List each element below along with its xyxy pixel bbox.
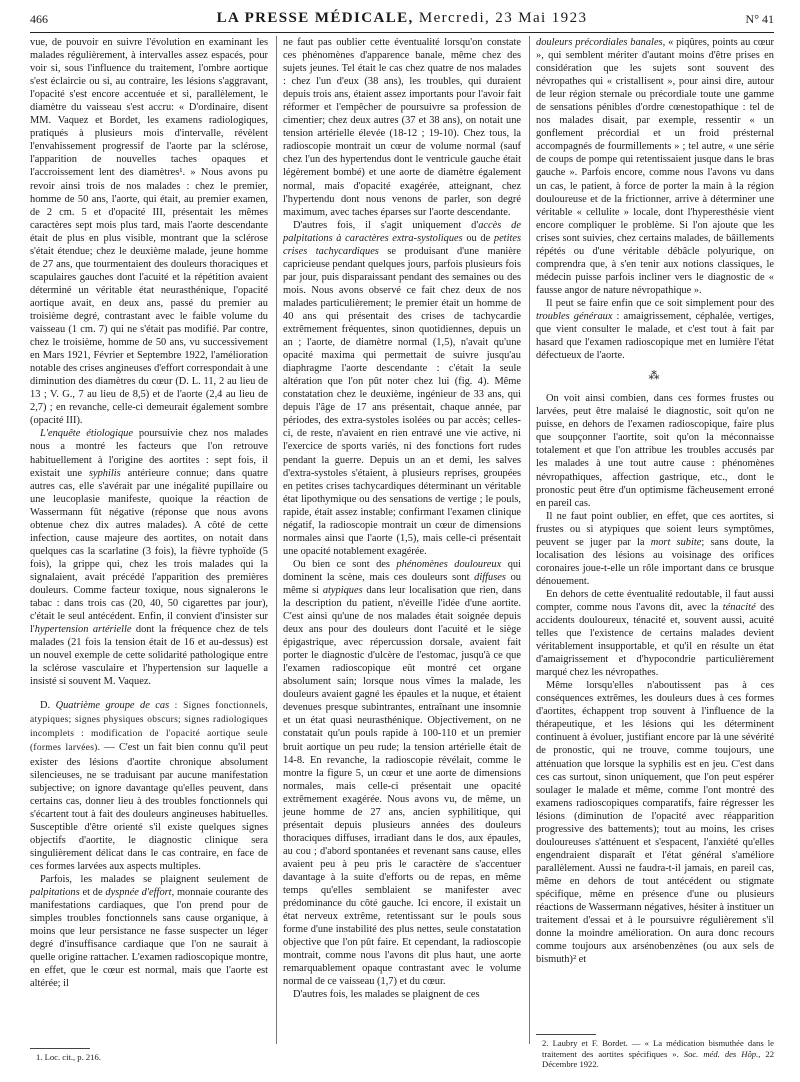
issue-date: Mercredi, 23 Mai 1923 — [418, 10, 588, 26]
small-caps-heading: : Signes fonctionnels, atypiques; signes physiques obscurs; signes radiologiques incomplets : modification de l'opacité aortique seule (formes larvées). — [30, 701, 268, 754]
paragraph: vue, de pouvoir en suivre l'évolution en examinant les malades régulièrement, à intervalles assez espacés, pour voir si, sous l'influence du traitement, l'ombre aortique s'est éclaircie ou si, au contraire, les lésions s'aggravant, l'opacité s'est encore accentuée et si, parallèlement, le diamètre du vaisseau s'est accru: « D'ordinaire, disent MM. Vaquez et Bordet, les examens radiologiques, pratiqués à plusieurs mois d'intervalle, révèlent l'envahissement progressif de l'aorte par la sclérose, l'apparition de nouvelles taches opaques et l'accroissement lent des diamètres¹. » Nous avons pu revoir ainsi trois de nos malades : chez le premier, homme de 50 ans, l'aorte, qui était, au premier examen, de 2 cm. 5 et d'opacité III, présentait les mêmes caractères sept mois plus tard, mais l'aorte descendante était de plus en plus visible, montrant que la sclérose s'était étendue; chez le deuxième malade, jeune homme de 27 ans, que tourmentaient des douleurs thoraciques et scapulaires gauches dont l'acuité et la répétition avaient déterminé un véritable état neurasthénique, l'opacité aortique avait, en deux ans, passé du premier au troisième degré, contrastant avec le faible volume du vaisseau (1 cm. 7) qui ne s'était pas modifié. Par contre, chez le troisième, homme de 50 ans, vu successivement en Mars 1921, Février et Septembre 1922, l'amélioration notable des crises angineuses d'effort correspondait à une diminution des diamètres du cœur (D. L. 11, 2 au lieu de 13 ; V. G., 7 au lieu de 8,5) et de l'aorte (2,4 au lieu de 2,7) ; en revanche, celle-ci demeurait également sombre (opacité III). — [30, 37, 268, 427]
footnote-1: 1. Loc. cit., p. 216. — [36, 1052, 101, 1062]
column-rule-2 — [529, 36, 530, 1044]
italic-term: syphilis — [88, 467, 121, 479]
paragraph: Ou bien ce sont des phénomènes douloureux qui dominent la scène, mais ces douleurs sont diffuses ou même si atypiques dans leur localisation que rien, dans la description du patient, n'éveille l'idée d'une aortite. C'est ainsi qu'une de nos malades était soignée depuis deux ans pour des douleurs dont l'acuité et le siège épigastrique, avec répercussion dorsale, avaient fait porter le diagnostic d'ulcère de l'estomac, jusqu'à ce que l'examen radioscopique eût montré cet organe absolument sain; lorsque nous vîmes la malade, les douleurs avaient gagné les épaules et la nuque, et étaient devenues presque subintrantes, entraînant une insomnie et un état quasi neurasthénique. Objectivement, on ne constatait qu'un pouls rapide à 100-110 et un premier bruit aortique un peu rude; la tension artérielle était de 14-8. En revanche, la radioscopie révélait, comme le montre la figure 5, un cœur et une aorte de dimensions normales, mais celle-ci présentait une opacité extrêmement exagérée. Nous avons vu, de même, un jeune homme de 27 ans, ancien syphilitique, qui présentait depuis plusieurs années des douleurs thoraciques diffuses, irradiant dans le dos, aux épaules, au cou ; d'abord spontanées et revenant sans cause, elles avaient peu à peu pris le caractère de s'accentuer davantage à la suite d'efforts ou de repas, en même temps qu'elles semblaient se manifester avec prédominance du côté gauche. Ici encore, il existait un état nerveux extrême, retentissant sur le pouls sous forme d'une instabilité des plus nettes, seule constatation objective que l'on pût faire. Et cependant, la radioscopie montrait, comme nous l'avons dit plus haut, une aorte remarquablement opaque contrastant avec le volume normal de ce vaisseau (1,7) et du cœur. — [283, 558, 521, 988]
column-2 — [283, 36, 521, 1001]
paragraph: En dehors de cette éventualité redoutable, il faut aussi compter, comme nous l'avons dit, avec la ténacité des accidents douloureux, ténacité et, souvent aussi, acuité telles que l'existence de certains malades devient véritablement insupportable, et qu'il en résulte un état d'amaigrissement et d'hypocondrie particulièrement marqué chez les névropathes. — [536, 588, 775, 679]
journal-line — [30, 10, 774, 27]
paragraph: Parfois, les malades se plaignent seulement de palpitations et de dyspnée d'effort, monnaie courante des manifestations cardiaques, que l'on prend pour de simples troubles fonctionnels sans cause organique, à moins que leur persistance ne fasse suspecter un léger degré d'insuffisance cardiaque que l'on ne saurait à quelle origine rattacher. L'examen radioscopique montre, en effet, que le cœur est normal, mais que l'aorte est altérée; il — [30, 873, 268, 990]
journal-title: LA PRESSE MÉDICALE, — [216, 10, 414, 26]
column-3 — [536, 36, 774, 966]
paragraph: douleurs précordiales banales, « piqûres, points au cœur », qui semblent mériter d'autant moins d'être prises en considération que les sujets sont souvent des névropathes qui « cristallisent », pour ainsi dire, autour de leur région sternale ou précordiale toute une gamme de sensations pénibles d'ordre cœnestopathique : tel de nos malades disait, par exemple, ressentir « un gonflement précordial et un froid présternal accompagnés de fourmillements » ; tel autre, « une série de coups de pompe qui retentissaient jusque dans le bras gauche ». Parfois encore, comme nous l'avons vu dans un cas, le patient, à force de porter la main à la région douloureuse et de la frictionner, arrive à déterminer une véritable « cellulite » locale, dont l'hyperesthésie vient encore compliquer le problème. Si l'on ajoute que les crises sont suivies, chez certains malades, de bâillements répétés ou d'une véritable débâcle polyurique, on comprendra que, à s'en tenir aux notions classiques, le médecin puisse parfois incliner vers le diagnostic de « fausse angor de nature névropathique ». — [536, 37, 774, 296]
page-number: 466 — [30, 12, 48, 26]
paragraph: D'autres fois, les malades se plaignent de ces — [293, 989, 480, 1001]
section-d-heading: D. Quatrième groupe de cas : Signes fonctionnels, atypiques; signes physiques obscurs; signes radiologiques incomplets : modification de l'opacité aortique seule (formes larvées). — C'est un fait bien connu qu'il peut exister des lésions d'aortite chronique absolument silencieuses, ne se traduisant par aucune manifestation subjective; on ignore davantage qu'elles peuvent, dans certains cas, donner lieu à des troubles fonctionnels qui s'écartent tout à fait des douleurs angineuses habituelles. Susceptible d'être orienté s'il existe quelques signes objectifs d'aortite, le diagnostic clinique sera singulièrement délicat dans le cas contraire, en face de ces formes larvées aux aspects multiples. — [30, 700, 268, 872]
paragraph: L'enquête étiologique poursuivie chez nos malades nous a montré les facteurs que l'on retrouve habituellement à l'origine des aortites : sept fois, il existait une syphilis antérieure connue; dans quatre autres cas, elle s'avérait par une inégalité pupillaire ou une leucoplasie manifeste, quoique la réaction de Wassermann fût négative (réponse que nous avons obtenue chez dix autres malades). A côté de cette infection, cause majeure des aortites, on notait dans quelques cas la scarlatine (3 fois), la fièvre typhoïde (5 fois), la grippe qui, chez les trois malades qui la signalaient, avait précédé l'apparition des premières douleurs. Comme facteur toxique, nous signalerons le tabac : dans trois cas (20, 40, 50 cigarettes par jour), c'était le seul antécédent. Enfin, il convient d'insister sur l'hypertension artérielle dont la fréquence chez de tels malades (21 fois la tension était de 16 et au-dessus) est un nouvel exemple de cette solidarité pathologique entre la sclérose vasculaire et l'hypertension sur laquelle a insisté si souvent M. Vaquez. — [30, 428, 269, 688]
paragraph: Il peut se faire enfin que ce soit simplement pour des troubles généraux : amaigrissement, céphalée, vertiges, que vient consulter le malade, et c'est tout à fait par hasard que l'examen radioscopique met en lumière l'état défectueux de l'aorte. — [536, 297, 775, 362]
column-rule-1 — [276, 36, 277, 1044]
paragraph: ne faut pas oublier cette éventualité lorsqu'on constate ces phénomènes d'apparence banale, même chez des sujets jeunes. Tel était le cas chez quatre de nos malades : chez l'un d'eux (38 ans), les troubles, qui duraient depuis trois ans, étaient assez importants pour l'avoir fait réformer et l'empêcher de poursuivre sa profession de cimentier; chez deux autres (37 et 38 ans), on notait une tension artérielle élevée (18-12 ; 19-10). Chez tous, la radioscopie montrait un cœur de volume normal (sauf chez l'un des hypertendus dont le ventricule gauche était légèrement bombé) et une aorte de diamètre également normal, mais d'opacité exagérée, atteignant, chez l'hypertendu dont nous venons de parler, son degré maximum, avec taches éparses sur l'aorte descendante. — [283, 37, 521, 218]
italic-term: L'enquête étiologique — [40, 428, 133, 440]
paragraph: Il ne faut point oublier, en effet, que ces aortites, si frustes ou si atypiques que soient leurs symptômes, peuvent se juger par la mort subite; sans doute, la localisation des lésions au voisinage des orifices coronaires joue-t-elle un rôle important dans ce brusque dénouement. — [536, 510, 774, 587]
footnote-rule — [536, 1034, 596, 1035]
paragraph: D'autres fois, il s'agit uniquement d'accès de palpitations à caractères extra-systoliques ou de petites crises tachycardiques se produisant d'une manière capricieuse pendant quelques jours, parfois plusieurs fois par jour, puis disparaissant pendant des semaines ou des mois. Nous avons observé ce fait chez deux de nos malades particulièrement; le premier était un homme de 40 ans qui présentait des crises de tachycardie extrêmement fréquentes, sinon quotidiennes, depuis un an ; l'aorte, de diamètre normal (1,5), n'avait qu'une opacité maxima qui permettait de suivre jusqu'au diaphragme l'aorte descendante : c'était la seule altération que l'on pût noter chez lui (fig. 4). Même constatation chez le deuxième, ingénieur de 33 ans, qui depuis l'âge de 17 ans présentait, chaque année, par périodes, des extra-systoles isolées ou par accès; celles-ci, de reste, n'avaient en rien entravé une vie active, ni l'exercice de sports variés, ni des fonctions fort rudes pendant la guerre. Depuis un an et demi, les salves d'extra-systoles s'étaient, à plusieurs reprises, groupées en petites crises tachycardiques déterminant un véritable état lipothymique ou des sensations de vertige ; le pouls, rapide, était assez instable; confirmant l'examen clinique négatif, la radioscopie montrait un cœur de dimensions normales ainsi que l'aorte (1,5), mais celle-ci présentait une opacité notablement exagérée. — [283, 219, 521, 557]
footnote-rule — [30, 1048, 90, 1049]
column-1 — [30, 36, 268, 990]
italic-term: hypertension artérielle — [34, 624, 132, 636]
issue-number: N° 41 — [745, 12, 774, 26]
paragraph: Même lorsqu'elles n'aboutissent pas à ces conséquences extrêmes, les douleurs dues à ces formes d'aortites, échappent trop souvent à l'influence de la thérapeutique, et les lésions qui les déterminent continuent à évoluer, justifiant encore par là une sévérité de pronostic, qui ne trouve, comme toujours, une atténuation que lorsque la syphilis est en jeu. C'est dans ces cas surtout, sinon uniquement, que l'on peut espérer soulager le malade et même, comme l'ont montré des examens radioscopiques comparatifs, faire régresser les lésions (diminution de l'opacité avec réapparition progressive des battements); tout au moins, les crises douloureuses s'atténuent et s'espacent, l'anxiété qu'elles engendraient disparaît et l'état général s'améliore parallèlement. Aussi ne faudra-t-il jamais, en pareil cas, même en dehors de tout antécédent ou stigmate spécifique, même en présence d'une ou plusieurs réactions de Wassermann négatives, hésiter à instituer un traitement d'essai et à le poursuivre régulièrement s'il donne la moindre amélioration. On aura donc recours comme toujours aux arsénobenzènes (ou aux sels de bismuth)² et — [536, 680, 774, 966]
footnote-2: 2. Laubry et F. Bordet. — « La médication bismuthée dans le traitement des aortites spécifiques ». Soc. méd. des Hôp., 22 Décembre 1922. — [542, 1038, 775, 1069]
paragraph: On voit ainsi combien, dans ces formes frustes ou larvées, peut être malaisé le diagnostic, soit qu'on ne puisse, en dehors de l'examen radioscopique, faire plus que soupçonner l'aortite, soit qu'on la méconnaisse totalement et que l'on attribue les troubles accusés par les malades à une tout autre cause : phénomènes névropathiques, affection gastrique, etc., dont le pronostic peut être d'un optimisme fâcheusement erroné en pareil cas. — [536, 393, 774, 509]
asterism: ⁂ — [648, 370, 662, 383]
running-header — [30, 8, 774, 33]
